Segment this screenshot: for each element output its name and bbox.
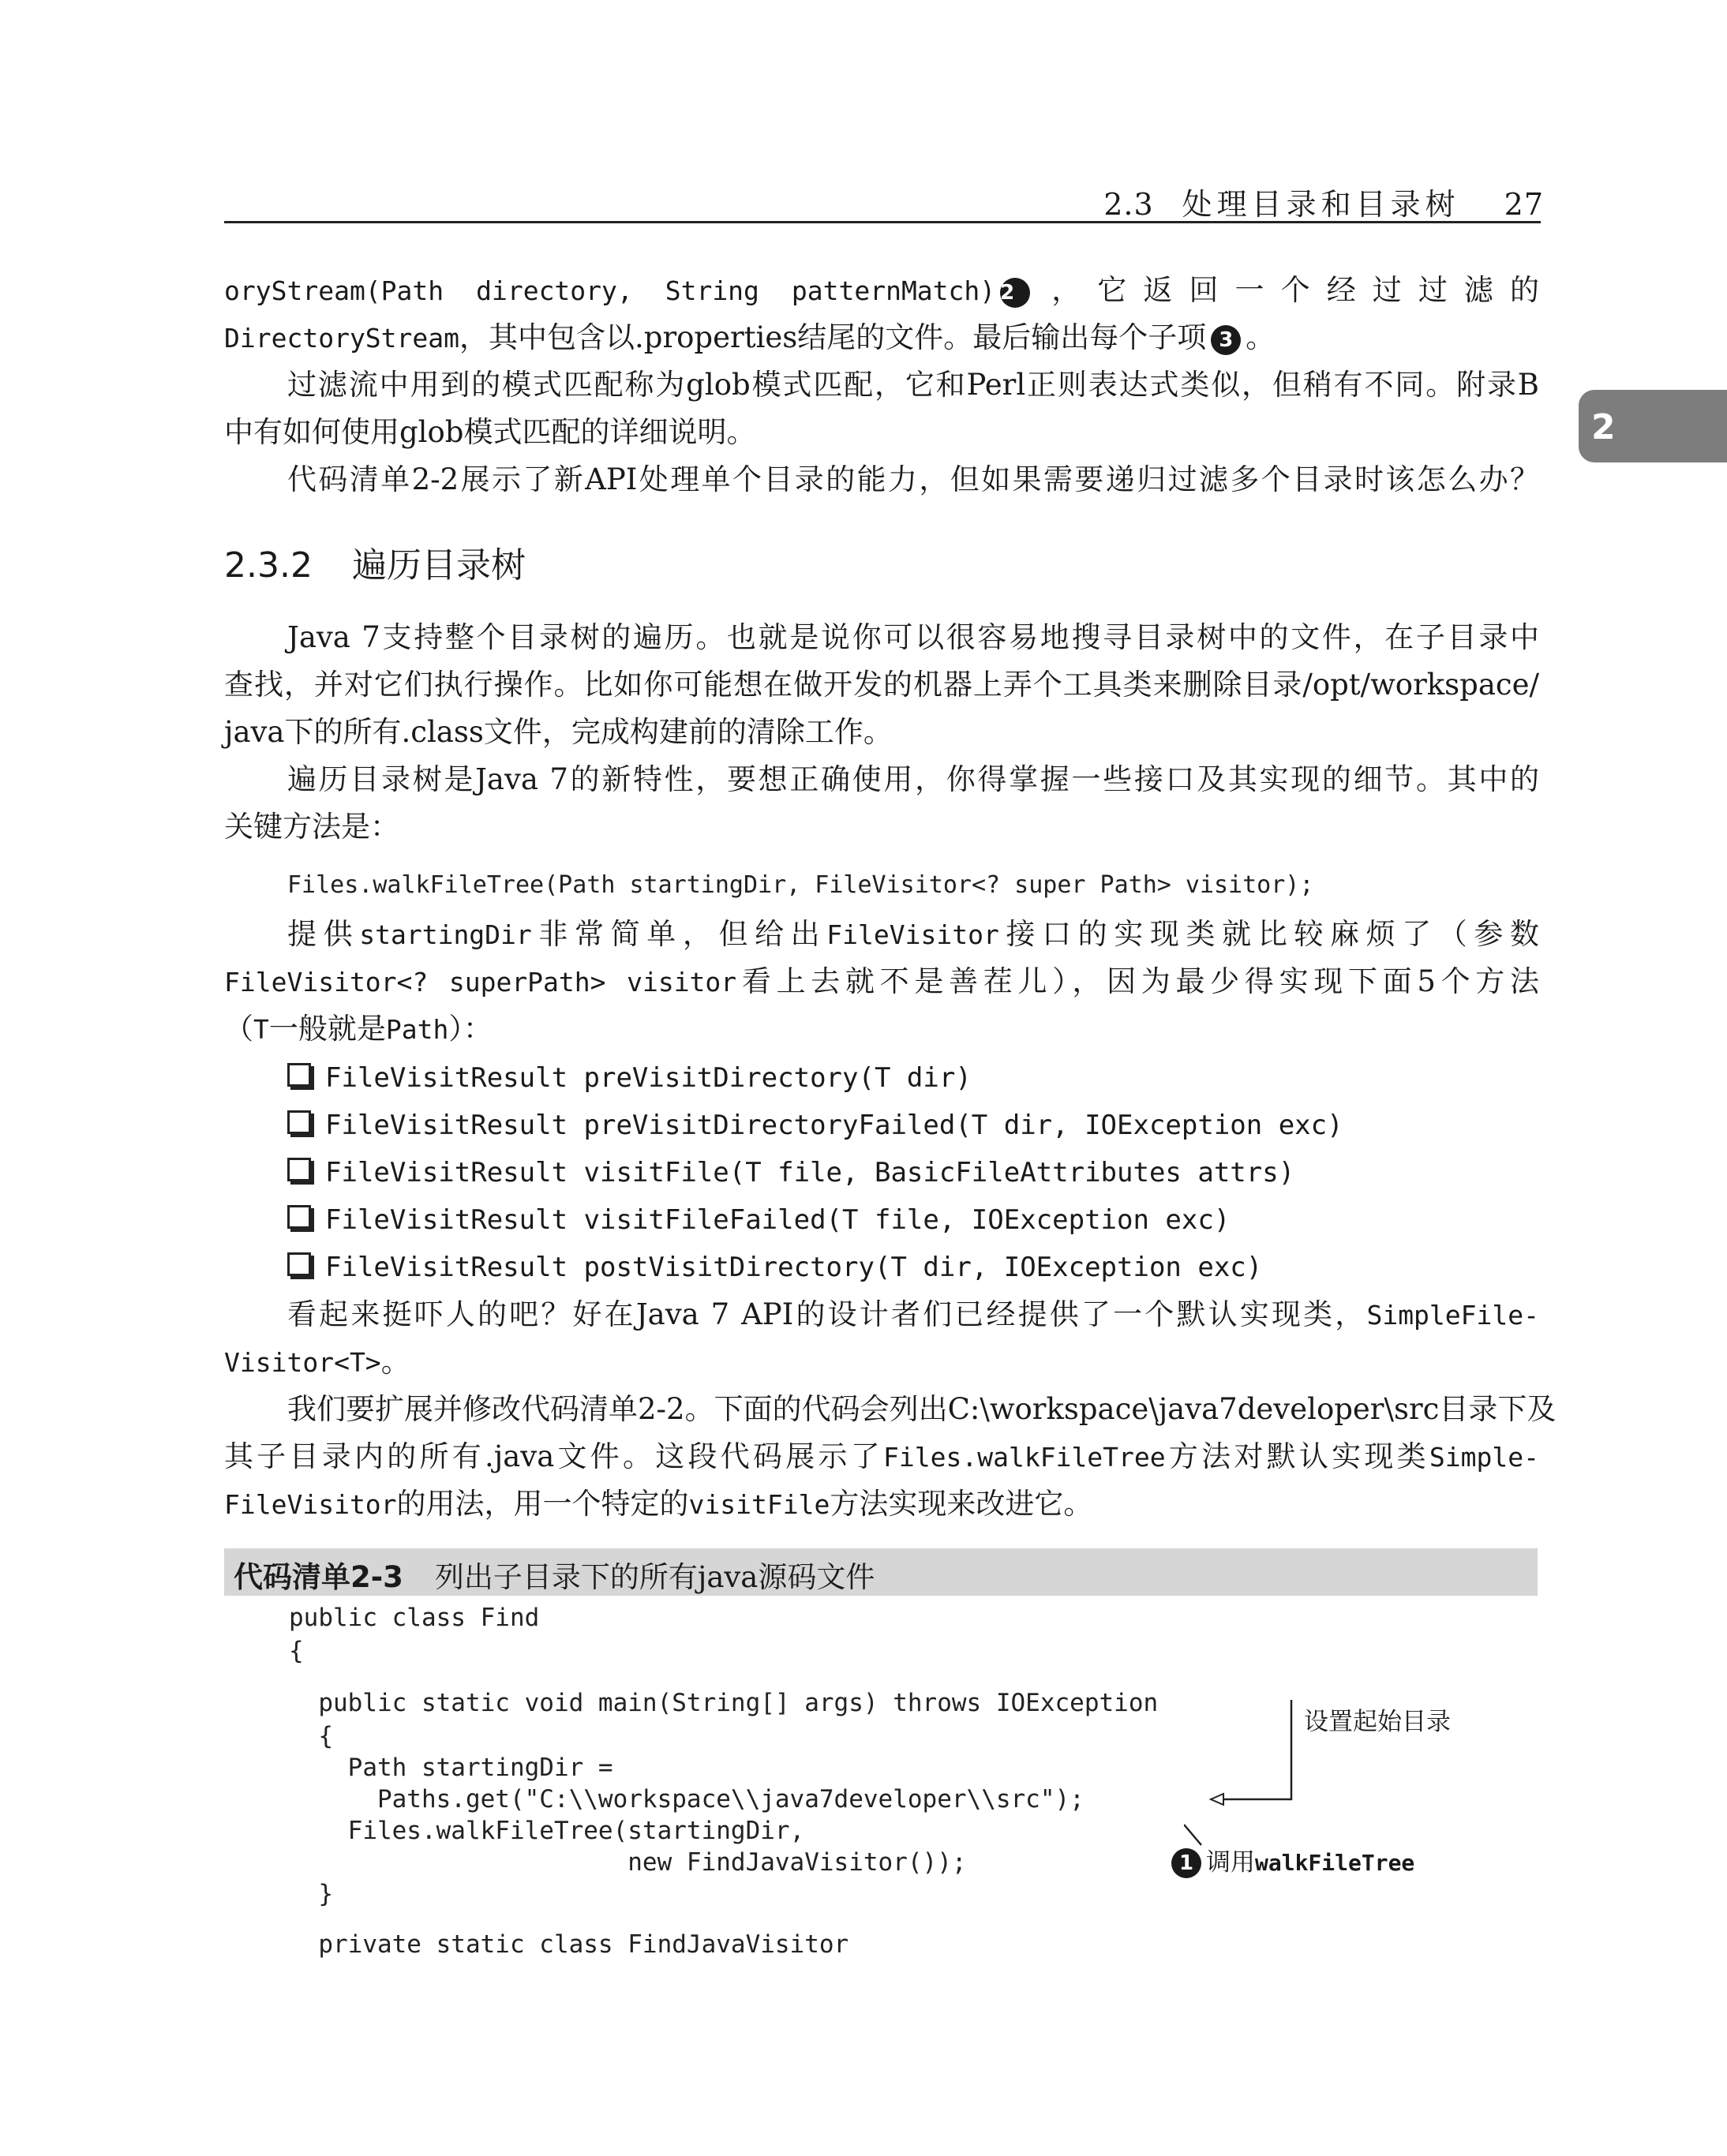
code-line: private static class FindJavaVisitor [289,1930,849,1959]
listing-number: 代码清单2-3 [234,1560,403,1594]
code-line: } [289,1880,333,1908]
para6-line1 [224,911,1539,959]
code-line: Files.walkFileTree(startingDir, [289,1817,805,1845]
page-number: 27 [1504,187,1544,222]
code-line: new FindJavaVisitor()); [289,1848,967,1877]
checkbox-bullet-icon [287,1158,311,1181]
para8-code-walkfiletree: Files.walkFileTree [883,1442,1166,1473]
header-title: 处理目录和目录树 [1182,187,1460,222]
para6-text-b: 非常简单，但给出 [531,917,827,951]
code-line: Paths.get("C:\\workspace\\java7developer\\src"); [289,1785,1085,1814]
method-item [287,1157,1294,1188]
para1-text2: ，其中包含以.properties结尾的文件。最后输出每个子项 [459,320,1207,354]
checkbox-bullet-icon [287,1252,311,1276]
para6-line3 [224,1005,1539,1054]
para8-line2 [224,1433,1539,1481]
checkbox-bullet-icon [287,1205,311,1229]
para4-line2: 查找，并对它们执行操作。比如你可能想在做开发的机器上弄个工具类来删除目录/opt/workspace/ [224,668,1539,702]
para1-line1 [224,267,1539,315]
method-item [287,1062,972,1094]
para6-code-t: T [253,1014,269,1045]
para8-line1: 我们要扩展并修改代码清单2-2。下面的代码会列出C:\workspace\java7developer\src目录下及 [287,1392,1557,1426]
para6-text-a: 提供 [287,917,360,951]
para1-line2 [224,314,1539,362]
para8-code-simple: Simple- [1429,1442,1539,1473]
para8-line3 [224,1480,1539,1529]
arrow-head-icon [1211,1794,1223,1805]
para8-text-a: 其子目录内的所有.java文件。这段代码展示了 [224,1439,884,1473]
code-line: { [289,1722,333,1750]
method-text: FileVisitResult postVisitDirectory(T dir, IOException exc) [325,1252,1263,1283]
para4-line3: java下的所有.class文件，完成构建前的清除工作。 [224,715,893,749]
checkbox-bullet-icon [287,1110,311,1134]
method-text: FileVisitResult visitFile(T file, BasicFileAttributes attrs) [325,1157,1295,1188]
annotation-walk-code: walkFileTree [1255,1850,1415,1876]
para8-code-visitfile: visitFile [688,1489,830,1520]
checkbox-bullet-icon [287,1063,311,1087]
para7-line1 [224,1291,1539,1339]
para6-line2 [224,958,1539,1006]
para6-text-d: 看上去就不是善茬儿），因为最少得实现下面5个方法 [736,964,1539,998]
header-section-number: 2.3 [1103,187,1154,222]
section-title: 遍历目录树 [351,545,526,586]
section-number: 2.3.2 [224,545,313,586]
chapter-tab [1579,390,1727,462]
annotation-walkfiletree [1171,1842,1414,1878]
listing-title-bar [224,1548,1538,1596]
para3-line1: 代码清单2-2展示了新API处理单个目录的能力，但如果需要递归过滤多个目录时该怎么办？ [287,462,1539,496]
callout-marker-1: 1 [1171,1848,1201,1878]
para6-text-c: 接口的实现类就比较麻烦了（参数 [998,917,1540,951]
para7-text: 看起来挺吓人的吧？好在Java 7 API的设计者们已经提供了一个默认实现类， [287,1297,1367,1331]
para6-paren-open: （ [224,1012,253,1046]
section-heading [224,537,526,587]
para7-line2 [224,1338,1539,1387]
para1-code: oryStream(Path directory, String patternMatch) [224,275,996,306]
code-line: { [289,1637,304,1665]
method-signature: Files.walkFileTree(Path startingDir, FileVisitor<? super Path> visitor); [287,871,1314,899]
para2-line1: 过滤流中用到的模式匹配称为glob模式匹配，它和Perl正则表达式类似，但稍有不同。附录B [287,368,1539,402]
para7-end: 。 [380,1345,410,1379]
para4-line1: Java 7支持整个目录树的遍历。也就是说你可以很容易地搜寻目录树中的文件，在子目录中 [287,620,1539,654]
para6-text-e: 一般就是 [268,1012,386,1046]
chapter-tab-number: 2 [1591,407,1616,447]
listing-caption: 列出子目录下的所有java源码文件 [434,1560,875,1594]
code-line: public class Find [289,1604,540,1632]
method-text: FileVisitResult preVisitDirectoryFailed(T dir, IOException exc) [325,1110,1343,1141]
method-text: FileVisitResult visitFileFailed(T file, IOException exc) [325,1204,1231,1236]
para6-code-startingdir: startingDir [359,919,532,950]
callout-marker-3: 3 [1211,325,1241,355]
method-item [287,1252,1262,1283]
method-item [287,1110,1343,1141]
para6-code-path: Path [385,1014,449,1045]
method-item [287,1204,1230,1236]
method-text: FileVisitResult preVisitDirectory(T dir) [325,1062,972,1094]
listing-title [234,1553,875,1596]
para6-paren-close: ）： [448,1012,493,1046]
para6-code-visitor: FileVisitor<? superPath> visitor [224,967,737,998]
code-line: public static void main(String[] args) throws IOException [289,1689,1159,1717]
start-dir-leader [1211,1700,1291,1799]
para5-line2: 关键方法是： [224,810,399,844]
running-head [1103,180,1544,223]
para1-end: 。 [1246,320,1276,354]
para5-line1: 遍历目录树是Java 7的新特性，要想正确使用，你得掌握一些接口及其实现的细节。其中的 [287,762,1539,796]
para1-text: ，它返回一个经过过滤的 [1035,273,1540,307]
para8-code-filevisitor: FileVisitor [224,1489,397,1520]
para8-text-d: 方法实现来改进它。 [830,1487,1093,1521]
para1-code2: DirectoryStream [224,323,460,354]
code-line: Path startingDir = [289,1754,613,1782]
header-rule [224,221,1541,223]
callout-marker-2: 2 [1000,278,1030,308]
para8-text-c: 的用法，用一个特定的 [396,1487,689,1521]
annotation-start-dir: 设置起始目录 [1304,1708,1451,1736]
annotation-walk-text: 调用 [1206,1848,1255,1877]
para2-line2: 中有如何使用glob模式匹配的详细说明。 [224,415,756,449]
para7-code2: Visitor<T> [224,1347,381,1378]
para8-text-b: 方法对默认实现类 [1165,1439,1429,1473]
para7-code: SimpleFile- [1366,1300,1539,1331]
para6-code-filevisitor: FileVisitor [826,919,999,950]
